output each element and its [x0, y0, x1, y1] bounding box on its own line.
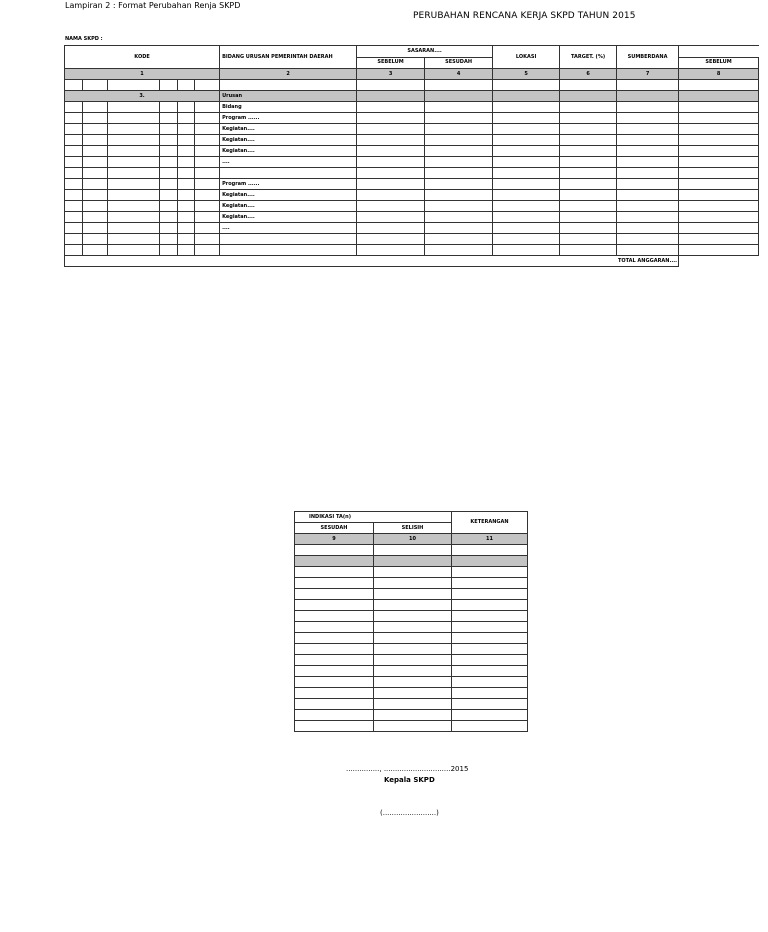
table-row: [295, 589, 528, 600]
row-label: Kegiatan....: [220, 135, 357, 146]
table-row: [65, 179, 759, 190]
table-row: [295, 699, 528, 710]
table-row: [295, 721, 528, 732]
total-anggaran: TOTAL ANGGARAN....: [65, 256, 679, 267]
header-sasaran: SASARAN....: [357, 46, 493, 58]
row-label: ....: [220, 157, 357, 168]
num-8: 8: [679, 69, 759, 80]
table-row: [65, 223, 759, 234]
row-label: Bidang: [220, 102, 357, 113]
num-5: 5: [493, 69, 560, 80]
header-sesudah: SESUDAH: [425, 57, 493, 69]
header-sebelum: SEBELUM: [357, 57, 425, 69]
attachment-label: Lampiran 2 : Format Perubahan Renja SKPD: [65, 1, 241, 10]
table-row: [295, 655, 528, 666]
num-11: 11: [452, 534, 528, 545]
table-row: [295, 677, 528, 688]
table-row: [65, 190, 759, 201]
num-6: 6: [560, 69, 617, 80]
row-label: Kegiatan....: [220, 201, 357, 212]
header-sesudah-2: SESUDAH: [295, 523, 374, 534]
signature-name: (........................): [380, 809, 439, 817]
page-title: PERUBAHAN RENCANA KERJA SKPD TAHUN 2015: [413, 11, 636, 21]
table-row: [65, 234, 759, 245]
row-label: Program ......: [220, 179, 357, 190]
row-label: Program ......: [220, 113, 357, 124]
table-row: [295, 600, 528, 611]
table-row: [65, 124, 759, 135]
table-row: [65, 168, 759, 179]
num-3: 3: [357, 69, 425, 80]
header-keterangan: KETERANGAN: [452, 512, 528, 534]
header-indikasi: INDIKASI TA(n): [295, 512, 452, 523]
header-kode: KODE: [65, 46, 220, 69]
table-row: [65, 80, 759, 91]
table-row: [65, 212, 759, 223]
header-sumberdana: SUMBERDANA: [617, 46, 679, 69]
table-row: [65, 91, 759, 102]
table-row: [295, 666, 528, 677]
table-row: [295, 644, 528, 655]
row-label: [220, 168, 357, 179]
table-row: [295, 633, 528, 644]
header-blank: [679, 46, 759, 58]
table-row: [65, 146, 759, 157]
table-row: [295, 710, 528, 721]
table-row: [295, 556, 528, 567]
num-10: 10: [374, 534, 452, 545]
table-row: [295, 688, 528, 699]
table-row: [65, 201, 759, 212]
header-selisih: SELISIH: [374, 523, 452, 534]
nama-skpd-label: NAMA SKPD :: [65, 36, 103, 42]
kode-value: 3.: [65, 91, 220, 102]
table-row: [65, 113, 759, 124]
header-target: TARGET. (%): [560, 46, 617, 69]
row-label: Urusan: [220, 91, 357, 102]
header-bidang: BIDANG URUSAN PEMERINTAH DAERAH: [220, 46, 357, 69]
table-row: [295, 567, 528, 578]
num-4: 4: [425, 69, 493, 80]
num-2: 2: [220, 69, 357, 80]
row-label: Kegiatan....: [220, 146, 357, 157]
table-row: [65, 157, 759, 168]
renja-table: [64, 45, 759, 267]
row-label: [220, 234, 357, 245]
indikasi-table: [294, 511, 528, 732]
row-label: ....: [220, 223, 357, 234]
num-9: 9: [295, 534, 374, 545]
signature-place-date: ..............., ..............................2015: [346, 765, 469, 773]
table-row: [295, 545, 528, 556]
row-label: Kegiatan....: [220, 190, 357, 201]
row-label: Kegiatan....: [220, 212, 357, 223]
signature-role: Kepala SKPD: [384, 776, 435, 784]
num-1: 1: [65, 69, 220, 80]
row-label: [220, 245, 357, 256]
table-row: [65, 245, 759, 256]
num-7: 7: [617, 69, 679, 80]
header-sebelum-2: SEBELUM: [679, 57, 759, 69]
table-row: [295, 611, 528, 622]
row-label: Kegiatan....: [220, 124, 357, 135]
table-row: [295, 622, 528, 633]
header-lokasi: LOKASI: [493, 46, 560, 69]
table-row: [295, 578, 528, 589]
table-row: [65, 135, 759, 146]
table-row: [65, 102, 759, 113]
